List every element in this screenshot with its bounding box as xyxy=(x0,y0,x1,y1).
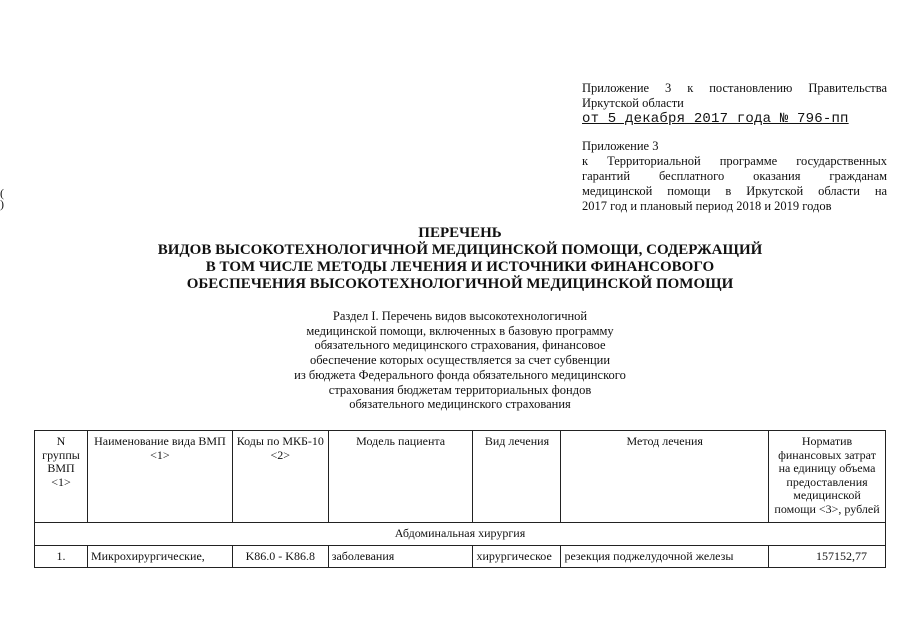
program-appendix-line-3: гарантий бесплатного оказания гражданам xyxy=(582,169,888,183)
cell-vmp-name: Микрохирургические, xyxy=(87,545,232,568)
section-line: обязательного медицинского страхования xyxy=(349,397,571,412)
title-line-1: ПЕРЕЧЕНЬ xyxy=(418,225,502,241)
section-line: страхования бюджетам территориальных фондов xyxy=(328,382,592,397)
section-line: из бюджета Федерального фонда обязательного медицинского xyxy=(294,367,626,382)
appendix-header-line-1: Приложение 3 к постановлению Правительства xyxy=(582,81,887,95)
column-header-icd-codes: Коды по МКБ-10 <2> xyxy=(232,431,328,523)
document-title xyxy=(90,225,830,293)
program-appendix-header xyxy=(582,139,887,214)
column-header-cost-standard: Норматив финансовых затрат на единицу объема предоставления медицинской помощи <3>, рублей xyxy=(769,431,886,523)
column-header-vmp-name: Наименование вида ВМП <1> xyxy=(87,431,232,523)
section-line: медицинской помощи, включенных в базовую программу xyxy=(306,323,614,338)
table-header-row xyxy=(35,431,886,523)
program-appendix-line-1: Приложение 3 xyxy=(582,139,659,153)
section-row-label: Абдоминальная хирургия xyxy=(35,523,886,546)
section-line: обязательного медицинского страхования, финансовое xyxy=(314,338,606,353)
column-header-treatment-method: Метод лечения xyxy=(561,431,769,523)
title-line-3: В ТОМ ЧИСЛЕ МЕТОДЫ ЛЕЧЕНИЯ И ИСТОЧНИКИ ФИНАНСОВОГО xyxy=(205,259,715,275)
vmp-table xyxy=(34,430,886,568)
decree-reference: от 5 декабря 2017 года № 796-пп xyxy=(582,111,849,127)
program-appendix-line-4: медицинской помощи в Иркутской области на xyxy=(582,184,888,198)
title-line-2: ВИДОВ ВЫСОКОТЕХНОЛОГИЧНОЙ МЕДИЦИНСКОЙ ПОМОЩИ, СОДЕРЖАЩИЙ xyxy=(157,242,763,258)
section-line: Раздел I. Перечень видов высокотехнологичной xyxy=(332,309,588,323)
section-heading xyxy=(230,309,690,412)
column-header-treatment-type: Вид лечения xyxy=(473,431,561,523)
section-line: обеспечение которых осуществляется за счет субвенции xyxy=(309,353,611,368)
cell-treatment-type: хирургическое xyxy=(473,545,561,568)
cell-patient-model: заболевания xyxy=(328,545,473,568)
table-row xyxy=(35,545,886,568)
title-line-4: ОБЕСПЕЧЕНИЯ ВЫСОКОТЕХНОЛОГИЧНОЙ МЕДИЦИНСКОЙ ПОМОЩИ xyxy=(186,276,734,292)
margin-mark-open: ( xyxy=(0,186,4,200)
cell-icd-codes: K86.0 - K86.8 xyxy=(232,545,328,568)
cell-cost-standard: 157152,77 xyxy=(769,545,886,568)
cell-group-number: 1. xyxy=(35,545,88,568)
margin-marks xyxy=(0,188,4,210)
margin-mark-close: ) xyxy=(0,197,4,211)
appendix-header-line-2: Иркутской области xyxy=(582,96,684,110)
column-header-group-number: N группы ВМП <1> xyxy=(35,431,88,523)
appendix-header xyxy=(582,81,887,127)
table-section-row xyxy=(35,523,886,546)
program-appendix-line-5: 2017 год и плановый период 2018 и 2019 годов xyxy=(582,199,832,213)
column-header-patient-model: Модель пациента xyxy=(328,431,473,523)
program-appendix-line-2: к Территориальной программе государственных xyxy=(582,154,888,168)
cell-treatment-method: резекция поджелудочной железы xyxy=(561,545,769,568)
